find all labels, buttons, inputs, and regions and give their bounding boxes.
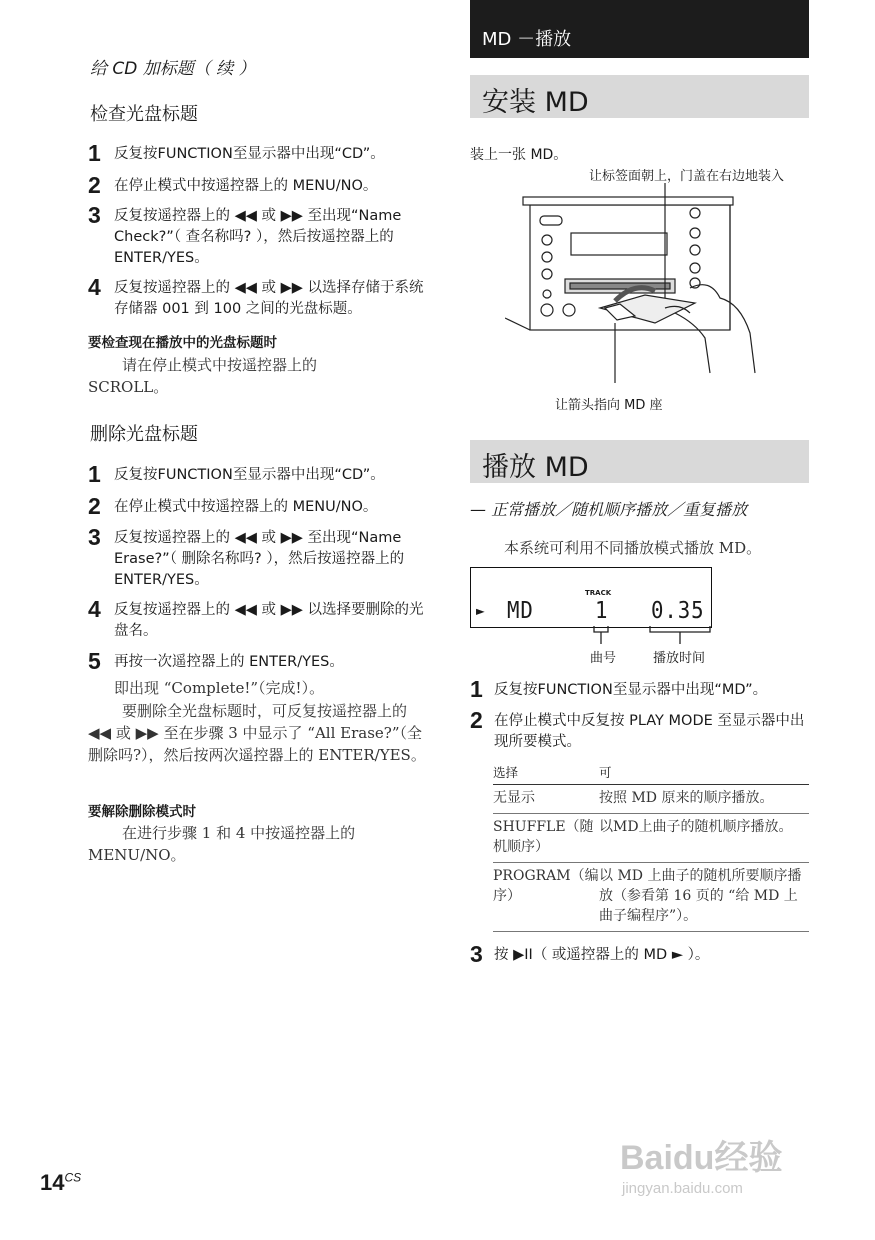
play-subtitle: — 正常播放／随机顺序播放／重复播放 [470,500,748,519]
erase-step-5-result: 即出现 “Complete!”（完成!）。 [114,679,325,697]
erase-title-heading: 删除光盘标题 [90,424,198,445]
erase-step-2 [88,493,433,519]
install-title: 安装 MD [482,87,589,118]
display-label-track: 曲号 [590,651,617,666]
step-text: 反复按遥控器上的 ◀◀ 或 ▶▶ 至出现“Name Check?”（ 查名称吗? ），然后按遥控器上的 ENTER/YES。 [114,208,402,266]
step-number: 4 [88,596,101,622]
erase-step-5 [88,648,433,674]
table-header-action: 可 [599,760,809,785]
play-arrow-icon: ► [476,601,486,620]
install-intro: 装上一张 MD。 [470,147,568,163]
page-number [40,1170,81,1196]
step-text: 反复按FUNCTION至显示器中出现“MD”。 [494,682,768,698]
step-number: 2 [88,172,101,198]
check-step-3 [88,202,433,269]
step-text: 反复按遥控器上的 ◀◀ 或 ▶▶ 以选择存储于系统存储器 001 到 100 之间的光盘标题。 [114,280,424,317]
table-row [493,785,809,814]
md-display-panel [470,567,712,628]
check-step-2 [88,172,433,198]
step-number: 3 [88,524,101,550]
step-text: 在停止模式中按遥控器上的 MENU/NO。 [114,499,378,515]
step-number: 3 [470,941,483,967]
page-number-suffix: CS [64,1170,82,1185]
step-text: 按 ▶II（ 或遥控器上的 MD ► ）。 [494,947,710,963]
table-row [493,814,809,863]
step-text: 反复按遥控器上的 ◀◀ 或 ▶▶ 以选择要删除的光盘名。 [114,602,424,639]
check-step-1 [88,140,433,166]
erase-step-4 [88,596,433,642]
check-note-body: 请在停止模式中按遥控器上的SCROLL。 [88,356,318,396]
install-callout-top: 让标签面朝上，门盖在右边地装入 [589,169,785,184]
check-step-4 [88,274,433,320]
table-cell-mode: 无显示 [493,785,599,814]
display-label-time: 播放时间 [653,651,706,666]
step-text: 再按一次遥控器上的 ENTER/YES。 [114,654,344,670]
step-text: 在停止模式中按遥控器上的 MENU/NO。 [114,178,378,194]
step-number: 1 [88,140,101,166]
section-subtitle: 给 CD 加标题（ 续 ） [90,59,256,79]
erase-step-3 [88,524,433,591]
page-number-value: 14 [40,1170,65,1195]
cancel-body: 在进行步骤 1 和 4 中按遥控器上的MENU/NO。 [88,824,356,864]
step-number: 4 [88,274,101,300]
erase-step-5-note: 要删除全光盘标题时，可反复按遥控器上的 ◀◀ 或 ▶▶ 至在步骤 3 中显示了 “All Erase?”（全删除吗?），然后按两次遥控器上的 ENTER/YES。 [88,702,426,764]
table-row [493,863,809,932]
step-text: 在停止模式中反复按 PLAY MODE 至显示器中出现所要模式。 [494,713,805,750]
play-mode-table [493,760,809,932]
cancel-heading: 要解除删除模式时 [88,804,196,820]
step-number: 3 [88,202,101,228]
table-cell-desc: 按照 MD 原来的顺序播放。 [599,785,809,814]
display-source: MD [507,598,534,624]
watermark-url: jingyan.baidu.com [622,1180,743,1197]
step-number: 2 [470,707,483,733]
table-cell-mode: PROGRAM（编序） [493,863,599,932]
step-number: 2 [88,493,101,519]
play-step-3 [470,941,812,967]
step-text: 反复按遥控器上的 ◀◀ 或 ▶▶ 至出现“Name Erase?”（ 删除名称吗? ），然后按遥控器上的 ENTER/YES。 [114,530,405,588]
step-text: 反复按FUNCTION至显示器中出现“CD”。 [114,146,385,162]
chapter-header [470,0,809,58]
table-header-select: 选择 [493,760,599,785]
md-insertion-illustration [505,183,765,388]
step-number: 5 [88,648,101,674]
play-title-box [470,440,809,483]
table-cell-desc: 以 MD 上曲子的随机所要顺序播放（参看第 16 页的 “给 MD 上曲子编程序”）。 [599,863,809,932]
play-intro: 本系统可利用不同播放模式播放 MD。 [504,539,762,557]
display-track-number: 1 [595,598,609,624]
step-number: 1 [88,461,101,487]
install-title-box [470,75,809,118]
check-note-heading: 要检查现在播放中的光盘标题时 [88,335,277,351]
display-play-time: 0.35 [651,598,705,624]
display-track-label: TRACK [585,589,612,597]
erase-step-1 [88,461,433,487]
install-callout-bottom: 让箭头指向 MD 座 [555,398,663,413]
play-title: 播放 MD [482,452,589,483]
display-callout-brackets [590,624,720,648]
table-cell-mode: SHUFFLE（随机顺序） [493,814,599,863]
chapter-header-label: MD －播放 [482,29,572,50]
table-cell-desc: 以MD上曲子的随机顺序播放。 [599,814,809,863]
play-step-1 [470,676,812,702]
watermark-logo: Baidu经验 [620,1139,783,1177]
step-number: 1 [470,676,483,702]
play-step-2 [470,707,812,753]
step-text: 反复按FUNCTION至显示器中出现“CD”。 [114,467,385,483]
check-title-heading: 检查光盘标题 [90,104,198,125]
